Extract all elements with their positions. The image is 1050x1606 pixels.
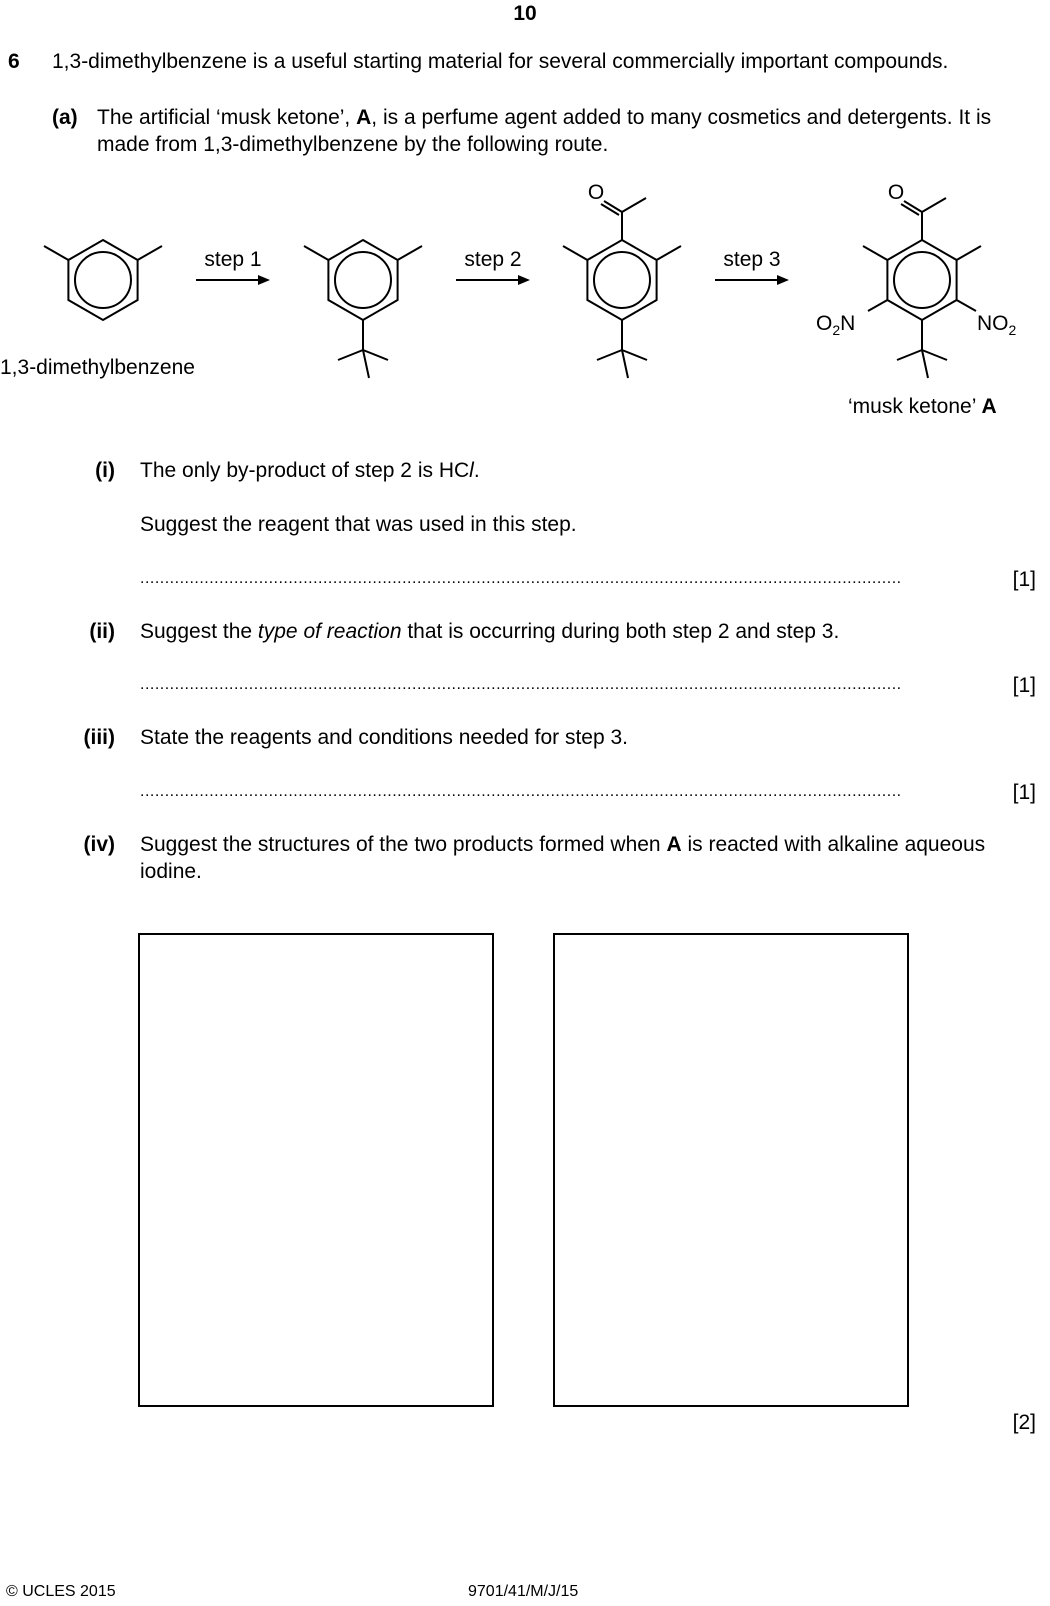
mark-iv: [2] (1012, 1411, 1036, 1434)
compound-3-structure (563, 198, 681, 378)
step-3-label: step 3 (723, 248, 781, 271)
musk-ketone-oxygen: O (887, 181, 905, 204)
arrowhead-step-2 (518, 275, 530, 285)
subpart-iv-text: Suggest the structures of the two products formed when A is reacted with alkaline aqueous iodine. (140, 833, 986, 884)
answer-line-i[interactable]: .......................................................................................................................................................... (140, 570, 902, 587)
compound-2-structure (304, 240, 422, 378)
musk-ketone-structure (863, 198, 981, 378)
answer-box-product-2[interactable] (553, 933, 909, 1407)
compound-3-oxygen: O (587, 181, 605, 204)
subpart-iv-label: (iv) (83, 833, 115, 856)
compound-1-structure (44, 240, 162, 320)
reaction-scheme (0, 170, 1050, 430)
o2n-group: $O_2N$ (816, 312, 856, 338)
step-1-label: step 1 (204, 248, 262, 271)
part-a-label: (a) (52, 106, 78, 129)
subpart-i-text: The only by-product of step 2 is HCl. (140, 459, 480, 482)
mark-iii: [1] (1012, 781, 1036, 804)
answer-line-iii[interactable]: .......................................................................................................................................................... (140, 783, 902, 800)
arrowhead-step-3 (777, 275, 789, 285)
starting-material-name: 1,3-dimethylbenzene (0, 356, 195, 379)
subpart-ii-label: (ii) (89, 620, 115, 643)
product-name: ‘musk ketone’ A (848, 395, 997, 418)
mark-i: [1] (1012, 568, 1036, 591)
subpart-i-prompt: Suggest the reagent that was used in this step. (140, 513, 577, 536)
page-number: 10 (513, 2, 537, 25)
footer-paper-code: 9701/41/M/J/15 (468, 1583, 579, 1600)
subpart-i-label: (i) (95, 459, 115, 482)
arrowhead-step-1 (258, 275, 270, 285)
answer-line-ii[interactable]: .......................................................................................................................................................... (140, 676, 902, 693)
subpart-iii-text: State the reagents and conditions needed for step 3. (140, 726, 629, 749)
subpart-iii-label: (iii) (83, 726, 115, 749)
mark-ii: [1] (1012, 674, 1036, 697)
question-number: 6 (8, 50, 20, 73)
subpart-ii-text: Suggest the type of reaction that is occurring during both step 2 and step 3. (140, 620, 840, 643)
question-stem: 1,3-dimethylbenzene is a useful starting material for several commercially important compounds. (52, 50, 949, 73)
part-a-text: The artificial ‘musk ketone’, A, is a perfume agent added to many cosmetics and detergents. It is made from 1,3-dimethylbenzene by the following route. (97, 106, 992, 157)
footer-copyright: © UCLES 2015 (6, 1583, 116, 1600)
step-2-label: step 2 (464, 248, 522, 271)
answer-box-product-1[interactable] (138, 933, 494, 1407)
no2-group: $NO_2$ (977, 312, 1017, 338)
